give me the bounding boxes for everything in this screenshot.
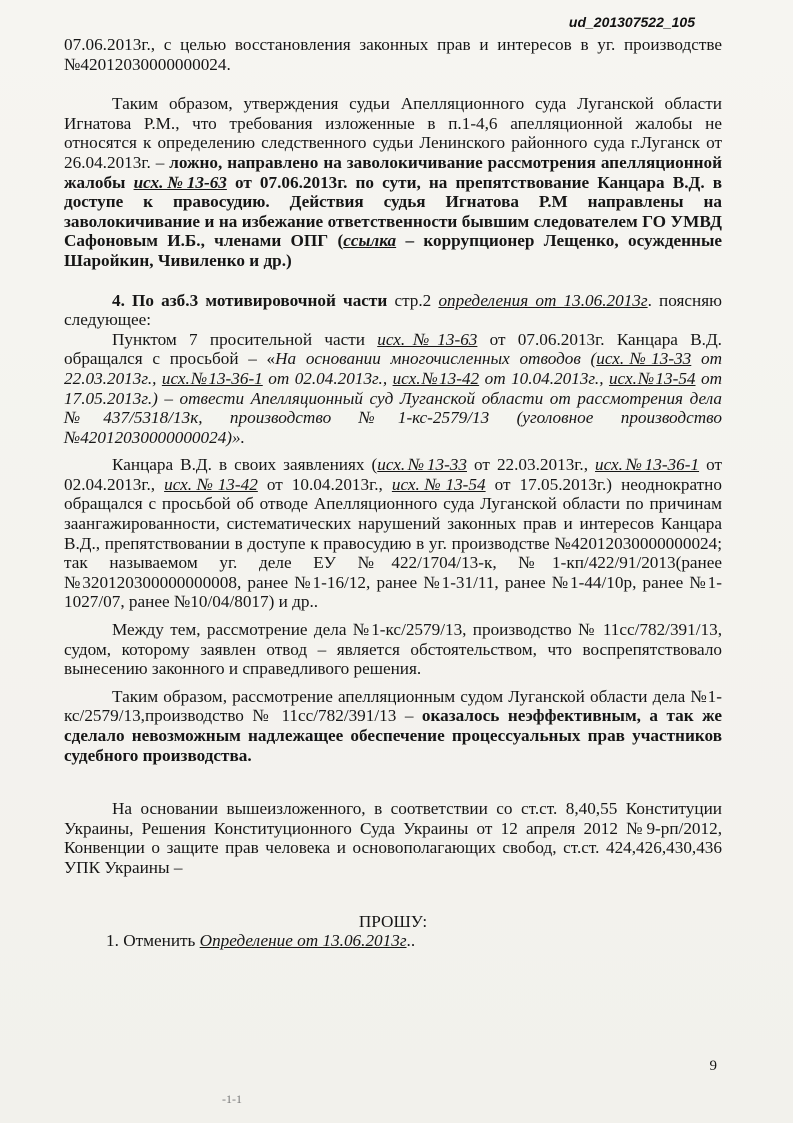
paragraph-thus [64,687,722,765]
document-link[interactable]: исх.№13-33 [596,349,692,369]
document-link[interactable]: исх.№13-63 [133,172,227,192]
document-link[interactable]: исх.№13-54 [391,474,486,494]
text-span: На основании вышеизложенного, в соответствии со ст.ст. 8,40,55 Конституции Украины, Решения Конституционного Суда Украины от 12 апреля 2012 №9-рп/2012, Конвенции о защите прав человека и основополагающих свобод, ст.ст. 424,426,430,436 УПК Украины – [64,799,722,877]
document-body [64,35,722,951]
text-span: . поясняю следующее: [64,290,722,330]
paragraph-conclusion-judge [64,94,722,270]
text-span: Пунктом 7 просительной части [112,329,378,349]
request-item-1 [64,931,722,951]
reference-link[interactable]: ссылка [343,231,397,251]
paragraph-continuation [64,35,722,74]
text-span: Канцара В.Д. в своих заявлениях ( [112,455,378,475]
text-span: Таким образом, рассмотрение апелляционным судом Луганской области дела №1-кс/2579/13,производство № 11сс/782/391/13 – [64,686,722,726]
text-span: 07.06.2013г., с целью восстановления законных прав и интересов в уг. производстве №42012030000000024. [64,35,722,74]
document-link[interactable]: исх.№13-36-1 [595,455,700,475]
bold-text: – коррупционер Лещенко, осужденные Шаройкин, Чивиленко и др.) [64,231,722,270]
quote-text: от 02.04.2013г., [262,368,393,388]
text-span: .. [406,931,416,951]
paragraph-legal-basis [64,799,722,877]
paragraph-item-7 [64,330,722,448]
text-span: Между тем, рассмотрение дела №1-кс/2579/13, производство № 11сс/782/391/13, судом, которому заявлен отвод – является обстоятельством, что воспрепятствовало вынесению законного и справедливого решения. [64,620,722,679]
paragraph-point-4 [64,291,722,330]
document-link[interactable]: исх.№13-36-1 [161,368,263,388]
bold-text: ложно, направлено на заволокичивание рассмотрения апелляционной жалобы [64,152,722,192]
text-span: от 07.06.2013г. Канцара В.Д. обращался с просьбой – « [64,329,722,369]
quote-text: На основании многочисленных отводов ( [275,349,597,369]
quote-text: от 10.04.2013г., [479,368,609,388]
document-link[interactable]: исх.№13-63 [377,329,478,349]
document-link[interactable]: исх.№13-42 [164,474,258,494]
document-id: ud_201307522_105 [568,14,695,30]
bold-text: от 07.06.2013г. по сути, на препятствование Канцара В.Д. в доступе к правосудию. Действия судья Игнатова Р.М направлены на заволокичивание и на избежание ответственности бывшим следователем ГО УМВД Сафоновым И.Б., членами ОПГ ( [64,172,723,251]
section-heading: 4. По азб.3 мотивировочной части [112,290,388,310]
document-link[interactable]: исх.№13-42 [392,368,480,388]
document-link[interactable]: исх.№13-33 [377,455,467,475]
scan-mark: -1-1 [222,1092,242,1106]
text-span: Таким образом, утверждения судьи Апелляционного суда Луганской области Игнатова Р.М., что требования изложенные в п.1-4,6 апелляционной жалобы не относятся к определению следственного судьи Ленинского районного суда г.Луганск от 26.04.2013г. – [64,94,722,172]
text-span: от 02.04.2013г., [64,455,722,494]
paragraph-meanwhile [64,620,722,679]
text-span: 1. Отменить [106,931,200,951]
quote-text: от 22.03.2013г., [64,349,722,388]
text-span: стр.2 [387,290,439,310]
text-span: от 10.04.2013г., [257,474,392,494]
ruling-link[interactable]: определения от 13.06.2013г [438,290,648,310]
bold-text: оказалось неэффективным, а так же сделало невозможным надлежащее обеспечение процессуальных прав участников судебного производства. [64,706,723,765]
ruling-link[interactable]: Определение от 13.06.2013г [199,931,407,951]
quote-text: от 17.05.2013г.) – отвести Апелляционный суд Луганской области от рассмотрения дела №437/5318/13к, производство №1-кс-2579/13 (уголовное производство №42012030000000024)». [64,368,722,447]
request-heading: ПРОШУ: [358,911,428,931]
document-link[interactable]: исх.№13-54 [608,368,696,388]
text-span: от 17.05.2013г.) неоднократно обращался с просьбой об отводе Апелляционного суда Луганской области по причинам заангажированности, систематических нарушений законных прав и интересов Канцара В.Д., препятствовании в доступе к правосудию в уг. производстве №42012030000000024; так называемом уг. деле ЕУ №422/1704/13-к, №1-кп/422/91/2013(ранее №320120300000000008, ранее №1-16/12, ранее №1-31/11, ранее №1-44/10р, ранее №1-1027/07, ранее №10/04/8017) и др.. [64,474,722,612]
text-span: от 22.03.2013г., [466,455,596,475]
page-number: 9 [709,1058,717,1074]
paragraph-statements [64,455,722,612]
